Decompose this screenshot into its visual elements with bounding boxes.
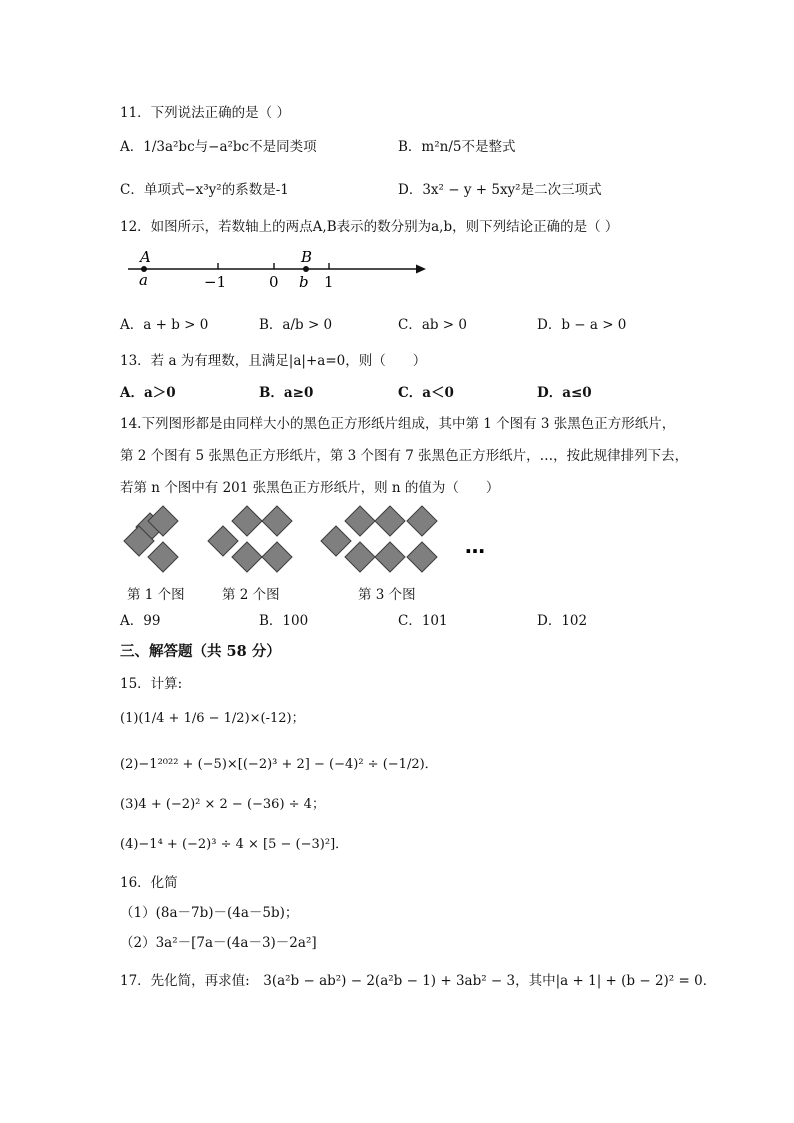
point-a-label: A [140,248,151,266]
pattern-ellipsis: … [465,534,485,558]
q11-option-d: D．3x² − y + 5xy²是二次三项式 [398,182,602,198]
q14-option-a: A．99 [120,613,161,629]
fig3-square-bottom2 [375,542,405,572]
q13-option-b: B．a≥0 [259,385,314,401]
tick-neg1-label: −1 [204,273,227,291]
fig2-square-bottom1 [232,542,262,572]
fig3-square-top2 [375,506,405,536]
q14-line3: 若第 n 个图中有 201 张黑色正方形纸片，则 n 的值为（ ） [120,480,500,496]
q15-part3: (3)4 + (−2)² × 2 − (−36) ÷ 4； [120,797,325,812]
fig1-square-bottom [148,542,178,572]
q13-option-d: D．a≤0 [537,385,592,401]
point-a-var: a [139,271,148,289]
q14-option-c: C．101 [398,613,448,629]
square-pattern-figure [120,505,500,577]
fig1-caption: 第 1 个图 [127,587,185,603]
q15-part2: (2)−1²⁰²² + (−5)×[(−2)³ + 2] − (−4)² ÷ (−1/2)． [120,757,438,772]
q12-stem: 12．如图所示，若数轴上的两点A,B表示的数分别为a,b，则下列结论正确的是（ ） [120,219,619,235]
q15-stem: 15．计算: [120,676,183,692]
q11-option-a: A．1/3a²bc与−a²bc不是同类项 [120,139,317,155]
point-b-var: b [299,273,309,291]
fig2-square-left [208,526,238,556]
q11-stem: 11．下列说法正确的是（ ） [120,105,290,121]
fig2-square-top2 [262,506,292,536]
point-b-label: B [301,248,313,266]
fig3-square-bottom1 [345,542,375,572]
q12-option-c: C．ab > 0 [398,317,468,333]
q12-option-a: A．a + b > 0 [120,317,209,333]
q11-option-c: C．单项式−x³y²的系数是-1 [120,182,289,198]
tick-1-label: 1 [324,273,334,291]
fig2-square-bottom2 [262,542,292,572]
q16-part2: （2）3a²－[7a－(4a－3)－2a²] [120,935,317,951]
fig3-square-top1 [345,506,375,536]
q14-option-d: D．102 [537,613,588,629]
tick-0-label: 0 [269,273,279,291]
fig3-square-bottom3 [407,542,437,572]
q16-stem: 16．化简 [120,875,178,891]
q13-option-a: A．a＞0 [120,385,176,401]
q12-option-b: B．a/b > 0 [259,317,333,333]
q13-stem: 13．若 a 为有理数，且满足|a|+a=0，则（ ） [120,353,427,369]
q14-line1: 14.下列图形都是由同样大小的黑色正方形纸片组成，其中第 1 个图有 3 张黑色正方形纸片， [120,416,676,432]
q13-option-c: C．a＜0 [398,385,454,401]
q15-part1: (1)(1/4 + 1/6 − 1/2)×(-12)； [120,711,305,726]
fig3-square-top3 [407,506,437,536]
q14-line2: 第 2 个图有 5 张黑色正方形纸片，第 3 个图有 7 张黑色正方形纸片，…，按此规律排列下去， [120,448,689,464]
fig3-square-left [321,526,351,556]
point-b-dot [303,266,309,272]
q11-option-b: B．m²n/5不是整式 [398,139,516,155]
number-line-figure [120,245,440,295]
fig3-caption: 第 3 个图 [358,587,416,603]
fig2-square-top1 [232,506,262,536]
q12-option-d: D．b − a > 0 [537,317,627,333]
q16-part1: （1）(8a－7b)－(4a－5b)； [120,905,299,921]
q15-part4: (4)−1⁴ + (−2)³ ÷ 4 × [5 − (−3)²]． [120,837,349,852]
q14-option-b: B．100 [259,613,309,629]
section-title: 三、解答题（共 58 分） [120,643,281,660]
number-line-arrow-icon [416,265,426,274]
fig2-caption: 第 2 个图 [222,587,280,603]
q17-stem: 17．先化简，再求值: 3(a²b − ab²) − 2(a²b − 1) + 3ab² − 3，其中|a + 1| + (b − 2)² = 0． [120,973,717,989]
